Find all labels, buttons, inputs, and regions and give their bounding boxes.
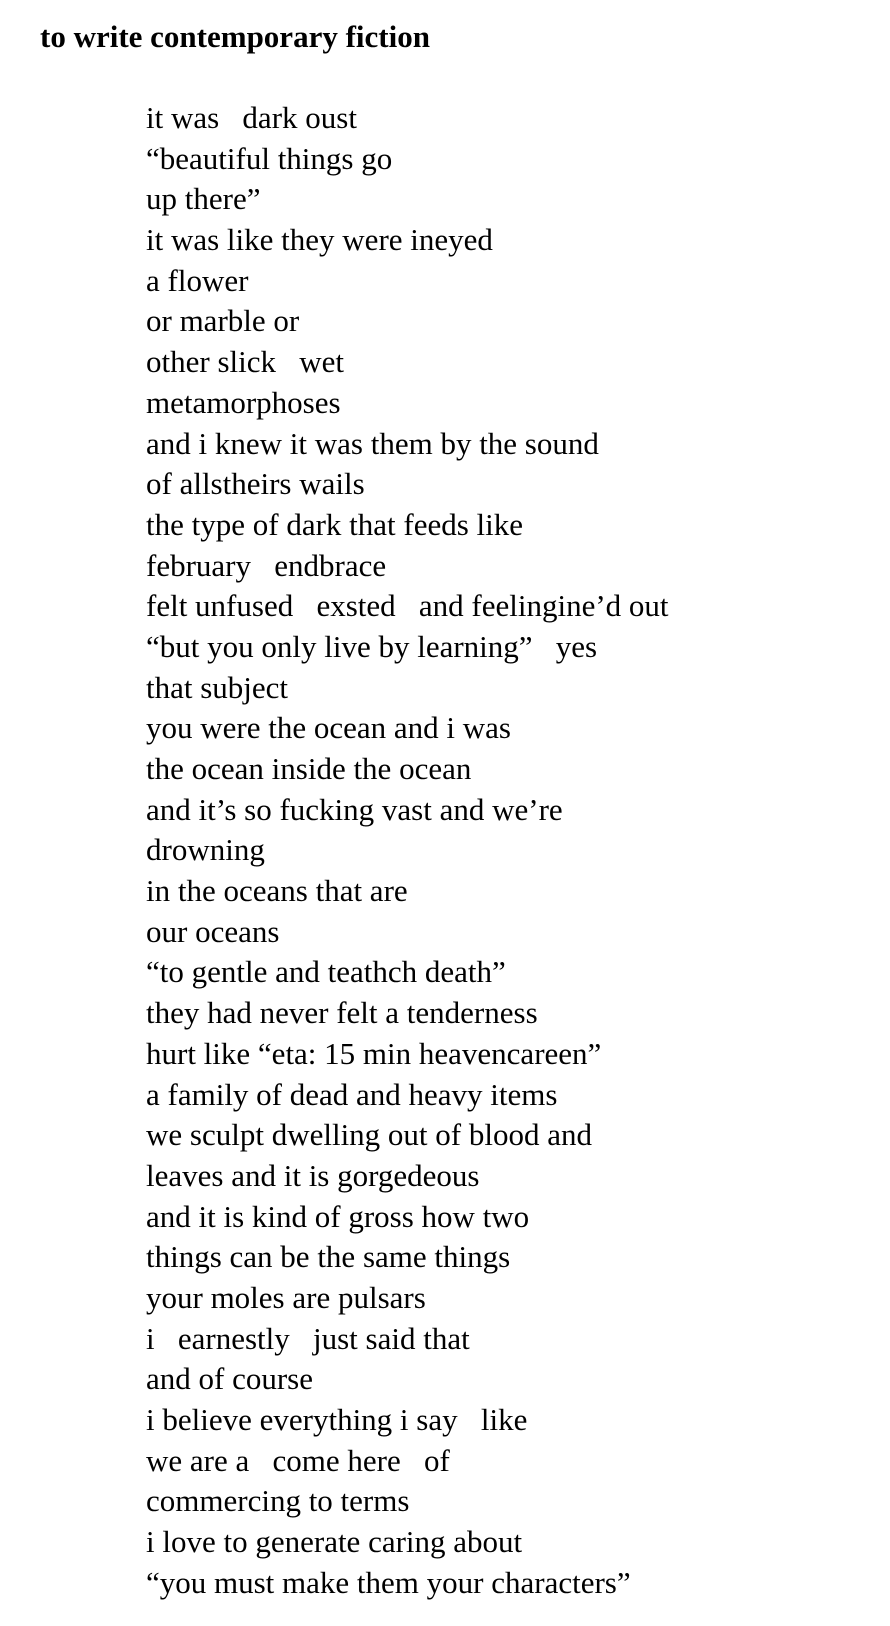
poem-line: other slick wet <box>146 344 345 380</box>
poem-line: hurt like “eta: 15 min heavencareen” <box>146 1035 602 1071</box>
poem-line: we are a come here of <box>146 1442 450 1478</box>
poem-line: and of course <box>146 1361 313 1397</box>
poem-line: i love to generate caring about <box>146 1524 523 1560</box>
poem-line: “you must make them your characters” <box>146 1564 631 1600</box>
poem-line: our oceans <box>146 913 280 949</box>
poem-line: metamorphoses <box>146 384 341 420</box>
poem-line: drowning <box>146 832 265 868</box>
poem-line: it was dark oust <box>146 100 357 135</box>
poem-line: a flower <box>146 262 249 298</box>
poem-line: it was like they were ineyed <box>146 222 493 258</box>
poem-line: february endbrace <box>146 547 387 583</box>
poem-line: things can be the same things <box>146 1239 511 1275</box>
poem-line: felt unfused exsted and feelingine’d out <box>146 588 669 624</box>
poem-line: of allstheirs wails <box>146 466 365 502</box>
poem-line: leaves and it is gorgedeous <box>146 1157 480 1193</box>
poem-line: “but you only live by learning” yes <box>146 628 598 664</box>
poem-line: “beautiful things go <box>146 140 393 176</box>
poem-line: we sculpt dwelling out of blood and <box>146 1117 592 1153</box>
poem-line: commercing to terms <box>146 1483 410 1519</box>
poem-line: and it’s so fucking vast and we’re <box>146 791 563 827</box>
poem-line: i believe everything i say like <box>146 1402 528 1437</box>
poem-title: to write contemporary fiction <box>40 19 430 54</box>
poem-line: the type of dark that feeds like <box>146 506 524 542</box>
poem-line: your moles are pulsars <box>146 1279 426 1315</box>
poem-line: or marble or <box>146 303 300 339</box>
poem-line: a family of dead and heavy items <box>146 1076 558 1112</box>
poem-line: in the oceans that are <box>146 873 408 909</box>
poem-line: and i knew it was them by the sound <box>146 425 599 461</box>
poem-line: and it is kind of gross how two <box>146 1198 530 1234</box>
poem-line: up there” <box>146 181 261 217</box>
poem-line: they had never felt a tenderness <box>146 995 538 1031</box>
poem-line: you were the ocean and i was <box>146 710 511 746</box>
poem-line: the ocean inside the ocean <box>146 751 472 786</box>
poem-line: i earnestly just said that <box>146 1320 470 1356</box>
poem-body <box>146 98 669 1603</box>
poem-line: “to gentle and teathch death” <box>146 954 506 990</box>
poem-line: that subject <box>146 669 289 705</box>
